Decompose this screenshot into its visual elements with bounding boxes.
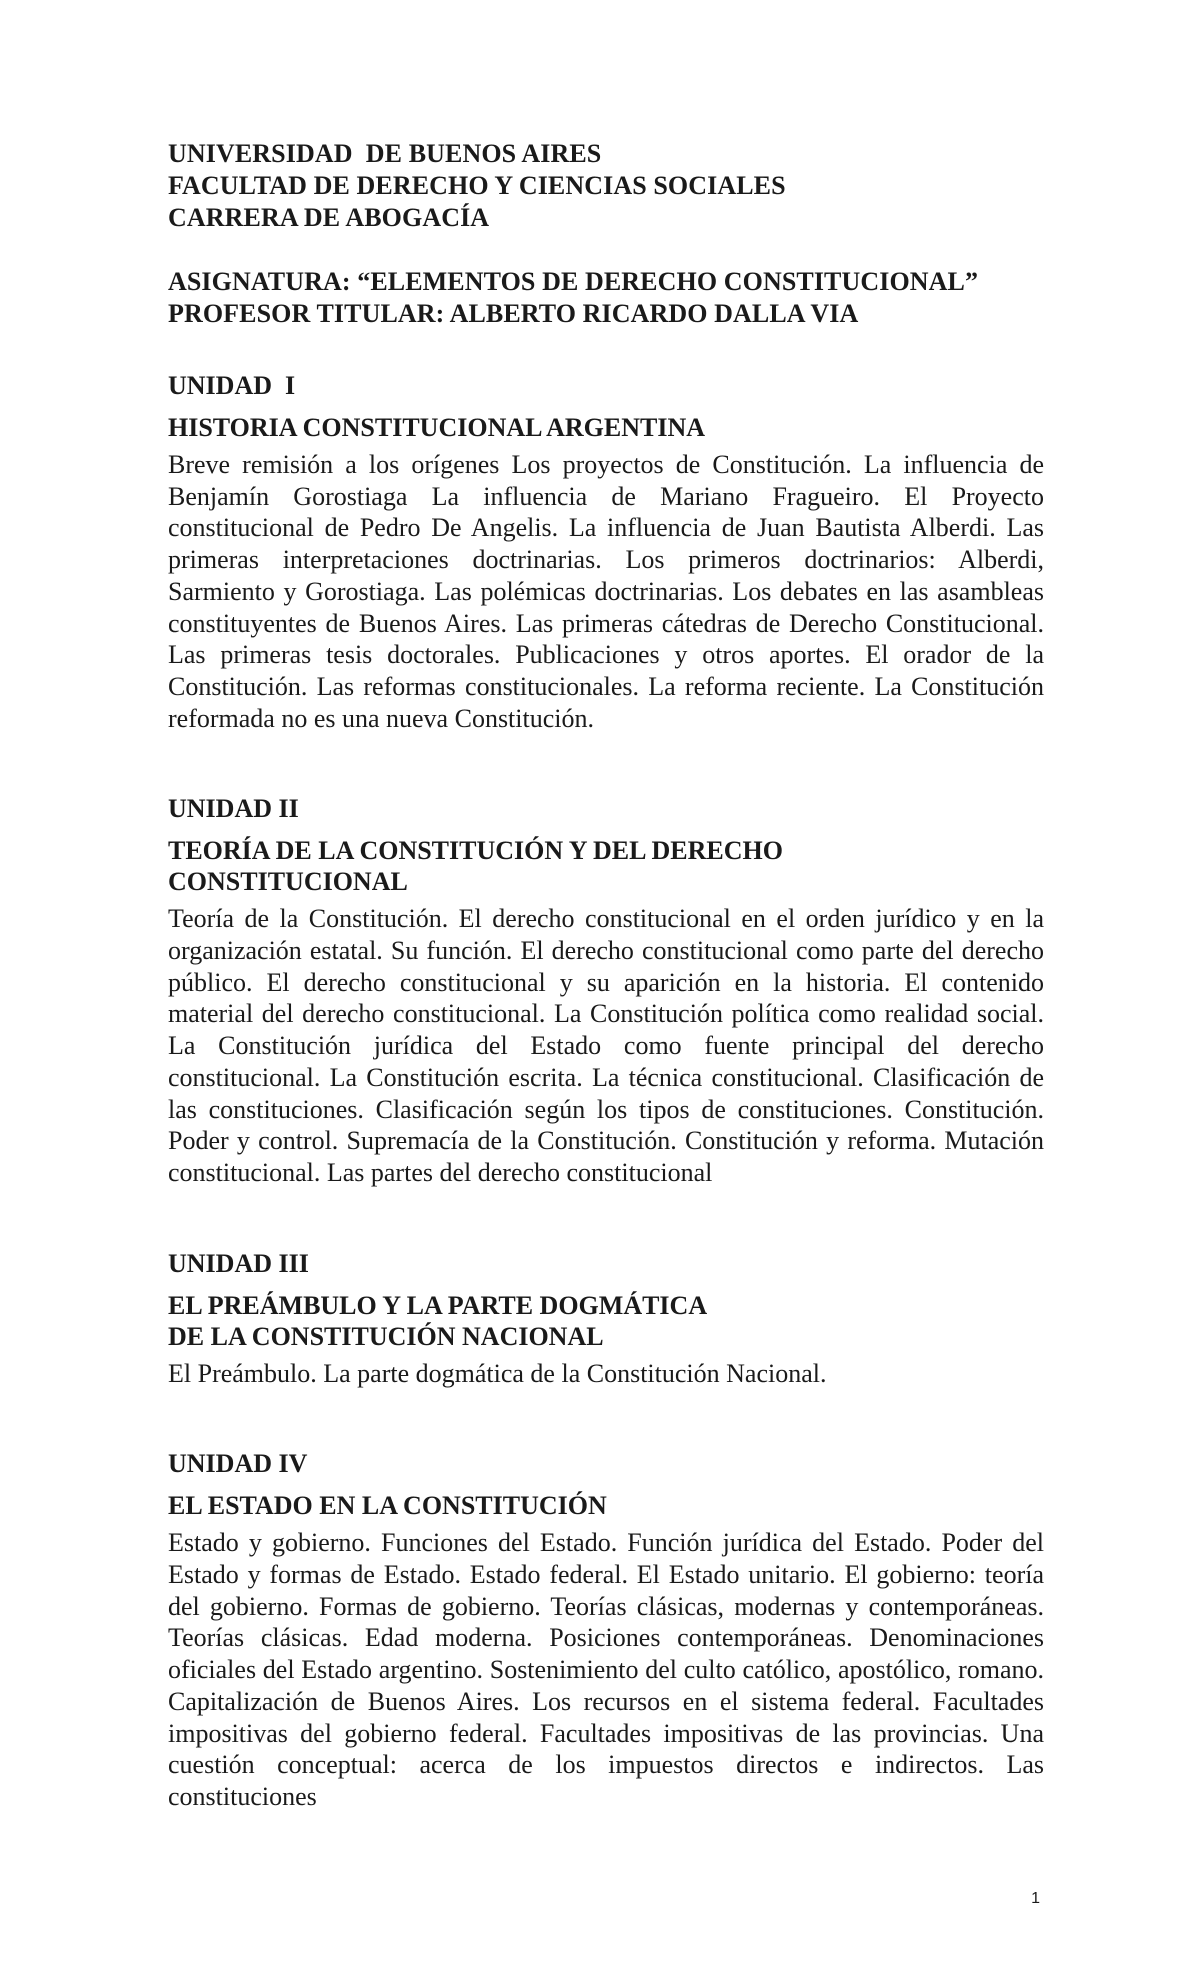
unit-section [168,1248,1044,1390]
unit-title [168,1290,1044,1352]
unit-body: El Preámbulo. La parte dogmática de la Constitución Nacional. [168,1358,827,1388]
unit-section [168,370,1044,734]
unit-title-line: TEORÍA DE LA CONSTITUCIÓN Y DEL DERECHO [168,836,783,866]
unit-body: Estado y gobierno. Funciones del Estado. Función jurídica del Estado. Poder del Estado y formas de Estado. Estado federal. El Estado unitario. El gobierno: teoría del gobierno. Formas de gobierno. Teorías clásicas, modernas y contemporáneas. Teorías clásicas. Edad moderna. Posiciones contemporáneas. Denominaciones oficiales del Estado argentino. Sostenimiento del culto católico, apostólico, romano. Capitalización de Buenos Aires. Los recursos en el sistema federal. Facultades impositivas del gobierno federal. Facultades impositivas de las provincias. Una cuestión conceptual: acerca de los impuestos directos e indirectos. Las constituciones [168,1528,1044,1811]
unit-section [168,793,1044,1188]
unit-title-line: DE LA CONSTITUCIÓN NACIONAL [168,1321,604,1351]
subject-name: ASIGNATURA: “ELEMENTOS DE DERECHO CONSTITUCIONAL” [168,267,979,296]
unit-label: UNIDAD II [168,794,299,824]
unit-title [168,412,1044,443]
unit-body: Teoría de la Constitución. El derecho constitucional en el orden jurídico y en la organización estatal. Su función. El derecho constitucional como parte del derecho público. El derecho constitucional y su aparición en la historia. El contenido material del derecho constitucional. La Constitución política como realidad social. La Constitución jurídica del Estado como fuente principal del derecho constitucional. La Constitución escrita. La técnica constitucional. Clasificación de las constituciones. Clasificación según los tipos de constituciones. Constitución. Poder y control. Supremacía de la Constitución. Constitución y reforma. Mutación constitucional. Las partes del derecho constitucional [168,904,1044,1187]
unit-title-line: HISTORIA CONSTITUCIONAL ARGENTINA [168,413,705,442]
page-number: 1 [1031,1890,1040,1907]
unit-label: UNIDAD I [168,371,296,400]
page-content [168,138,1044,1813]
career-name: CARRERA DE ABOGACÍA [168,203,490,232]
professor-name: PROFESOR TITULAR: ALBERTO RICARDO DALLA VIA [168,299,859,328]
institution-header [168,138,1044,234]
unit-label: UNIDAD III [168,1248,309,1278]
faculty-name: FACULTAD DE DERECHO Y CIENCIAS SOCIALES [168,171,786,200]
unit-title [168,1490,1044,1521]
unit-label: UNIDAD IV [168,1449,308,1479]
subject-header [168,266,1044,330]
unit-title-line: EL ESTADO EN LA CONSTITUCIÓN [168,1491,607,1521]
unit-title [168,835,1044,897]
university-name: UNIVERSIDAD DE BUENOS AIRES [168,139,602,168]
unit-section [168,1448,1044,1812]
unit-title-line: EL PREÁMBULO Y LA PARTE DOGMÁTICA [168,1290,708,1320]
unit-body: Breve remisión a los orígenes Los proyectos de Constitución. La influencia de Benjamín Gorostiaga La influencia de Mariano Fragueiro. El Proyecto constitucional de Pedro De Angelis. La influencia de Juan Bautista Alberdi. Las primeras interpretaciones doctrinarias. Los primeros doctrinarios: Alberdi, Sarmiento y Gorostiaga. Las polémicas doctrinarias. Los debates en las asambleas constituyentes de Buenos Aires. Las primeras cátedras de Derecho Constitucional. Las primeras tesis doctorales. Publicaciones y otros aportes. El orador de la Constitución. Las reformas constitucionales. La reforma reciente. La Constitución reformada no es una nueva Constitución. [168,450,1044,733]
unit-title-line: CONSTITUCIONAL [168,867,408,897]
